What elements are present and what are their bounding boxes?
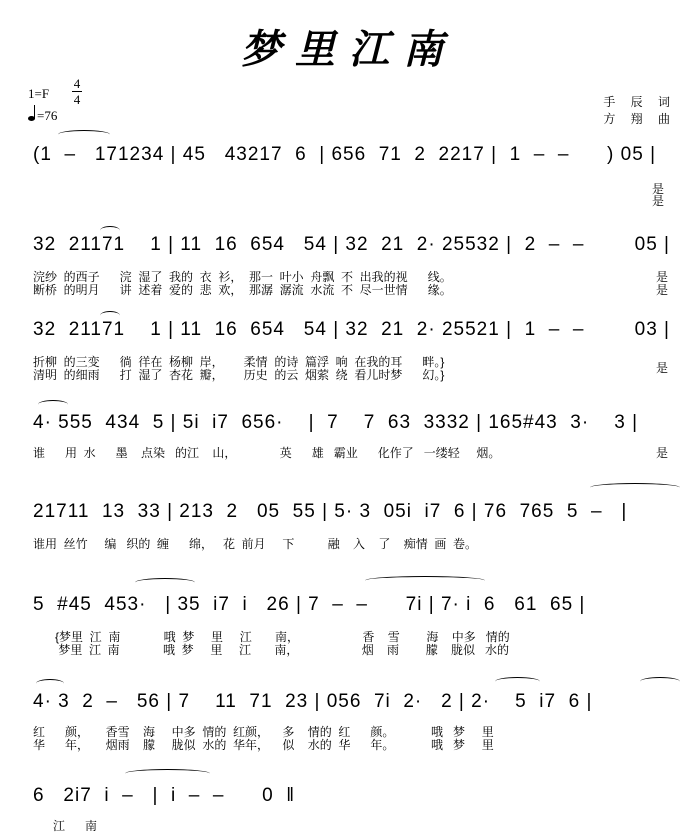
lyric-end-2: 是 — [652, 194, 665, 208]
score-row-7 — [0, 665, 698, 755]
tempo-value: =76 — [37, 108, 58, 123]
quarter-note-icon — [28, 116, 35, 121]
lyric-verse-1: 折柳 的三变 徜 徉在 杨柳 岸， 柔情 的诗 篇浮 响 在我的耳 畔。} — [33, 355, 445, 369]
credits — [603, 94, 676, 128]
slur — [135, 578, 195, 587]
lyric-end-1: 是 — [652, 182, 665, 196]
lyric-verse-1: 江 南 — [33, 819, 98, 833]
score-row-6 — [0, 570, 698, 660]
lyric-verse-2: 梦里 江 南 哦 梦 里 江 南， 烟 雨 朦 胧似 水的 — [55, 643, 510, 657]
lyric-verse-2: 断桥 的明月 讲 述着 爱的 悲 欢， 那潺 潺流 水流 不 尽一世情 缘。 — [33, 283, 452, 297]
notation-line: 32 21171 1 | 11 16 654 54 | 32 21 2· 25532 | 2 – – 05 | — [33, 234, 670, 255]
lyric-verse-1: 谁用 丝竹 编 织的 缠 绵， 花 前月 下 融 入 了 痴情 画 卷。 — [33, 537, 478, 551]
lyric-verse-2: 清明 的细雨 打 湿了 杏花 瓣， 历史 的云 烟萦 绕 看儿时梦 幻。} — [33, 368, 445, 382]
lyric-end-1: 是 — [656, 270, 669, 284]
time-signature-bottom: 4 — [73, 92, 81, 107]
score-row-3 — [0, 305, 698, 385]
notation-line: 4· 3 2 – 56 | 7 11 71 23 | 056 7i 2· 2 | 2· 5 i7 6 | — [33, 691, 593, 712]
slur — [36, 679, 64, 688]
slur — [58, 130, 110, 139]
score-row-2 — [0, 220, 698, 300]
slur — [38, 400, 68, 409]
time-signature-top: 4 — [73, 76, 81, 91]
lyricist: 手 辰 词 — [603, 95, 676, 109]
lyric-verse-1: 红 颜， 香雪 海 中多 情的 红颜， 多 情的 红 颜。 哦 梦 里 — [33, 725, 494, 739]
notation-line: 6 2i7 i – | i – – 0 ‖ — [33, 785, 296, 806]
slur — [495, 677, 540, 686]
composer: 方 翔 曲 — [603, 112, 676, 126]
score-row-5 — [0, 475, 698, 560]
lyric-end-1: 是 — [656, 446, 669, 460]
lyric-verse-1: {梦里 江 南 哦 梦 里 江 南， 香 雪 海 中多 情的 — [55, 630, 510, 644]
notation-line: 5 #45 453· | 35 i7 i 26 | 7 – – 7i | 7· i 6 61 65 | — [33, 594, 586, 615]
lyric-verse-1: 浣纱 的西子 浣 湿了 我的 衣 衫， 那一 叶小 舟飘 不 出我的视 线。 — [33, 270, 452, 284]
lyric-end-1: 是 — [656, 361, 669, 375]
key-signature: 1=F — [28, 86, 50, 101]
notation-line: 21711 13 33 | 213 2 05 55 | 5· 3 05i i7 6 | 76 765 5 – | — [33, 501, 628, 522]
time-signature — [72, 76, 82, 107]
tempo-mark — [28, 108, 57, 124]
slur — [365, 576, 485, 585]
notation-line: 4· 555 434 5 | 5i i7 656· | 7 7 63 3332 | 165#43 3· 3 | — [33, 412, 639, 433]
song-title: 梦里江南 — [241, 26, 457, 73]
lyric-end-2: 是 — [656, 283, 669, 297]
lyric-verse-2: 华 年， 烟雨 朦 胧似 水的 华年， 似 水的 华 年。 哦 梦 里 — [33, 738, 494, 752]
score-row-4 — [0, 390, 698, 470]
slur — [125, 769, 210, 778]
score-row-1 — [0, 130, 698, 210]
slur — [640, 677, 680, 686]
score-row-8 — [0, 755, 698, 833]
slur — [590, 483, 680, 492]
lyric-verse-1: 谁 用 水 墨 点染 的江 山， 英 雄 霸业 化作了 一缕轻 烟。 — [33, 446, 501, 460]
notation-line: (1 – 171234 | 45 43217 6 | 656 71 2 2217 | 1 – – ) 05 | — [33, 144, 657, 165]
notation-line: 32 21171 1 | 11 16 654 54 | 32 21 2· 25521 | 1 – – 03 | — [33, 319, 670, 340]
